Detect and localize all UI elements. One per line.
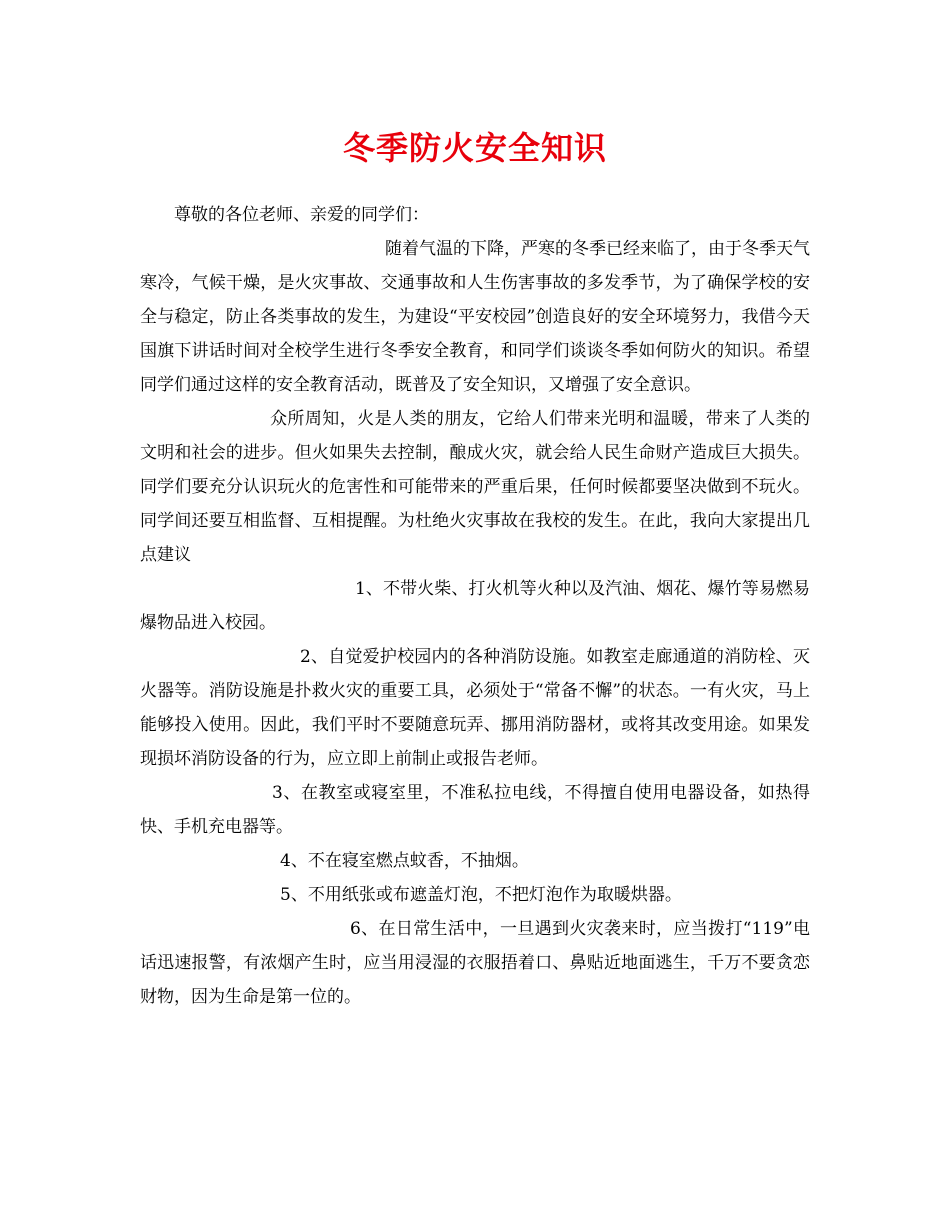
- document-page: [140, 126, 810, 1014]
- salutation: 尊敬的各位老师、亲爱的同学们：: [174, 205, 429, 225]
- document-title: 冬季防火安全知识: [342, 129, 607, 167]
- list-item-suggestion-4: 4、不在寝室燃点蚊香，不抽烟。: [280, 851, 529, 871]
- paragraph-fire-knowledge: 众所周知，火是人类的朋友，它给人们带来光明和温暖，带来了人类的文明和社会的进步。但火如果失去控制，酿成火灾，就会给人民生命财产造成巨大损失。同学们要充分认识玩火的危害性和可能带来的严重后果，任何时候都要坚决做到不玩火。同学间还要互相监督、互相提醒。为杜绝火灾事故在我校的发生。在此，我向大家提出几点建议: [140, 409, 810, 565]
- list-item-suggestion-1: 1、不带火柴、打火机等火种以及汽油、烟花、爆竹等易燃易爆物品进入校园。: [140, 579, 810, 633]
- list-item-suggestion-6: 6、在日常生活中，一旦遇到火灾袭来时，应当拨打“119”电话迅速报警，有浓烟产生时，应当用浸湿的衣服捂着口、鼻贴近地面逃生，千万不要贪恋财物，因为生命是第一位的。: [140, 919, 810, 1007]
- paragraph-intro: 随着气温的下降，严寒的冬季已经来临了，由于冬季天气寒冷，气候干燥，是火灾事故、交通事故和人生伤害事故的多发季节，为了确保学校的安全与稳定，防止各类事故的发生，为建设“平安校园”创造良好的安全环境努力，我借今天国旗下讲话时间对全校学生进行冬季安全教育，和同学们谈谈冬季如何防火的知识。希望同学们通过这样的安全教育活动，既普及了安全知识，又增强了安全意识。: [140, 239, 810, 395]
- list-item-suggestion-3: 3、在教室或寝室里，不准私拉电线，不得擅自使用电器设备，如热得快、手机充电器等。: [140, 783, 810, 837]
- list-item-suggestion-2: 2、自觉爱护校园内的各种消防设施。如教室走廊通道的消防栓、灭火器等。消防设施是扑救火灾的重要工具，必须处于“常备不懈”的状态。一有火灾，马上能够投入使用。因此，我们平时不要随意玩弄、挪用消防器材，或将其改变用途。如果发现损坏消防设备的行为，应立即上前制止或报告老师。: [140, 647, 810, 769]
- list-item-suggestion-5: 5、不用纸张或布遮盖灯泡，不把灯泡作为取暖烘器。: [280, 885, 682, 905]
